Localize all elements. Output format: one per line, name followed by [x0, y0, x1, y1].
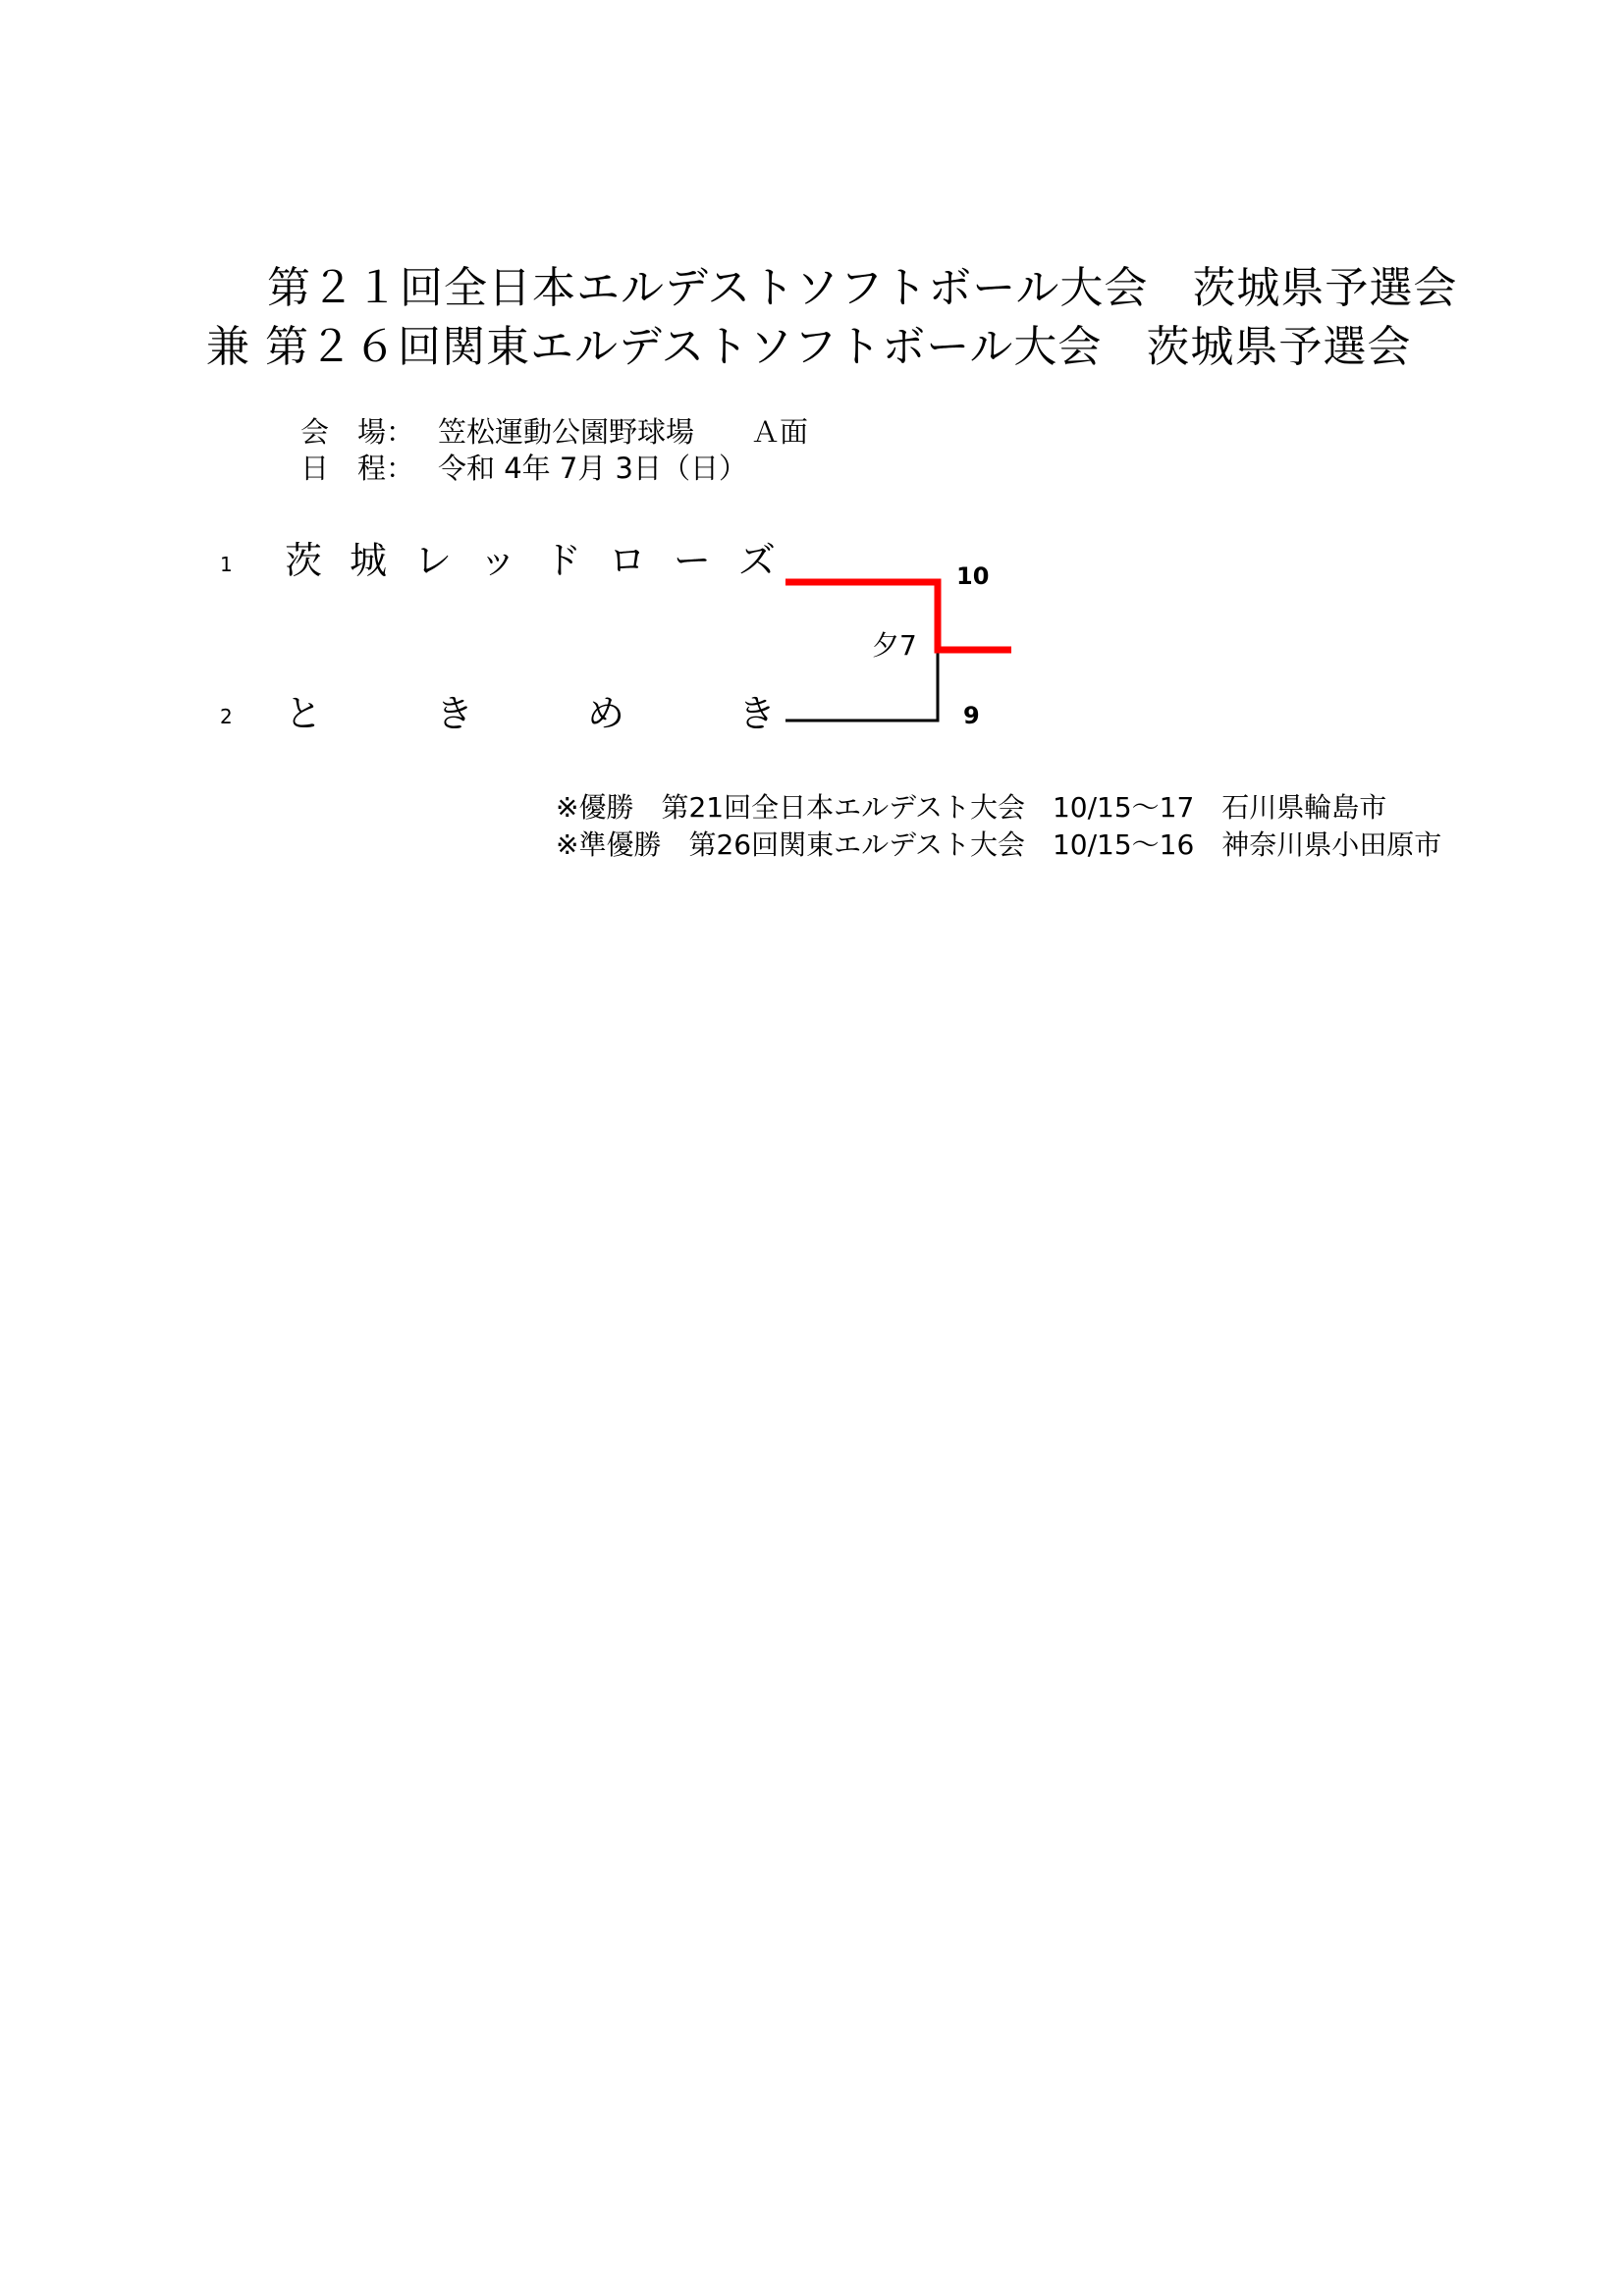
team-1-char: ズ — [737, 539, 776, 582]
team-1-char: ロ — [608, 539, 646, 582]
game-label: 夕7 — [872, 629, 917, 662]
venue-value: 笠松運動公園野球場 Ａ面 — [438, 415, 809, 449]
team-2-score: 9 — [963, 702, 980, 729]
team-2-char: め — [586, 692, 624, 735]
team-2-char: き — [435, 692, 473, 735]
venue-label: 会 場： — [300, 415, 415, 449]
note-champion: ※優勝 第21回全日本エルデスト大会 10/15～17 石川県輪島市 — [556, 791, 1387, 824]
team-1-char: ド — [543, 539, 581, 582]
team-1-char: 城 — [349, 539, 387, 582]
date-label: 日 程： — [300, 452, 415, 485]
team-1-score: 10 — [956, 562, 990, 590]
title-line-1: 第２１回全日本エルデストソフトボール大会 茨城県予選会 — [267, 263, 1458, 313]
team-2-seed: 2 — [220, 705, 233, 728]
team-2-char: き — [737, 692, 776, 735]
team-1-seed: 1 — [220, 553, 233, 576]
date-value: 令和 4年 7月 3日（日） — [438, 452, 748, 485]
team-1-char: レ — [413, 539, 452, 582]
team-2-char: と — [285, 692, 323, 735]
note-runner-up: ※準優勝 第26回関東エルデスト大会 10/15～16 神奈川県小田原市 — [556, 828, 1442, 861]
team-1-char: 茨 — [285, 539, 323, 582]
team-1-char: ッ — [478, 539, 516, 582]
team-1-char: ー — [673, 539, 711, 582]
title-line-2: 兼 第２６回関東エルデストソフトボール大会 茨城県予選会 — [206, 322, 1412, 372]
